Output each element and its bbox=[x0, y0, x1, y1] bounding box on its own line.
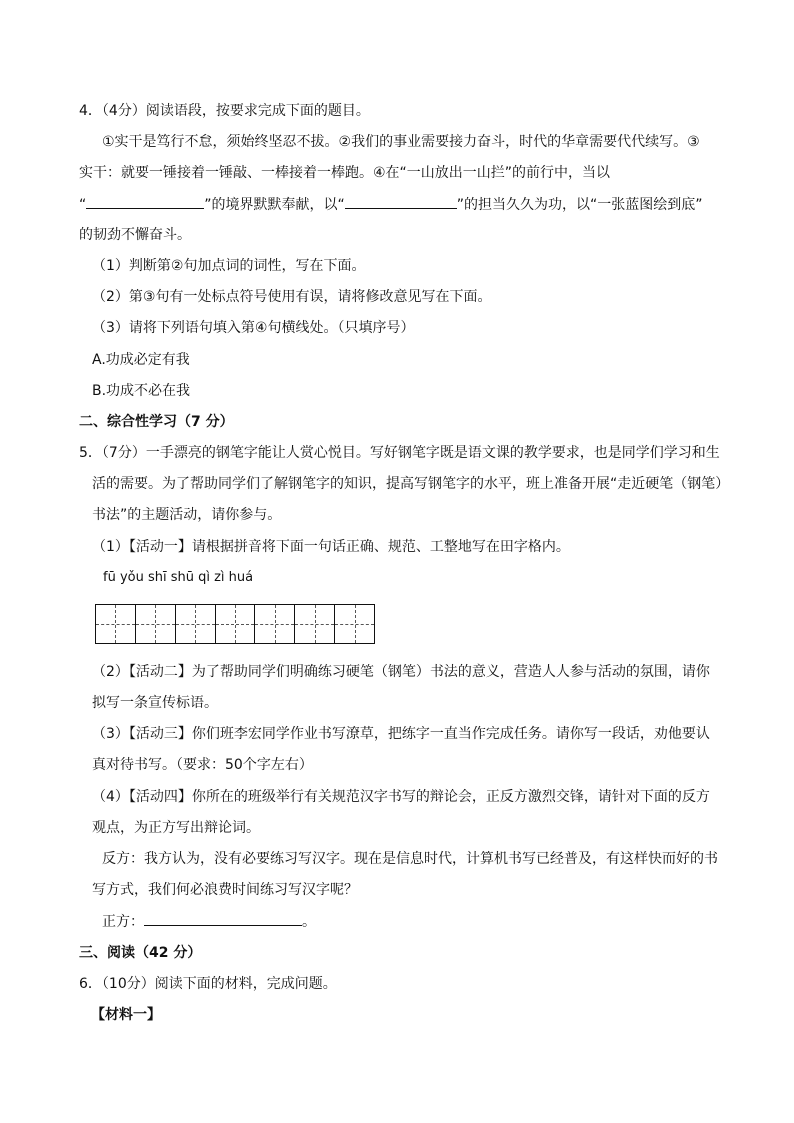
q5-sub3-line2: 真对待书写。（要求：50个字左右） bbox=[92, 757, 313, 773]
q4-para-line1: ①实干是笃行不怠，须始终坚忍不拔。②我们的事业需要接力奋斗，时代的华章需要代代续写。③ bbox=[102, 134, 700, 150]
grid-cell[interactable] bbox=[335, 605, 374, 643]
section-2-title: 二、综合性学习（7 分） bbox=[79, 414, 234, 430]
q4-sub1: （1）判断第②句加点词的词性，写在下面。 bbox=[92, 258, 366, 274]
q5-sub2-line2: 拟写一条宣传标语。 bbox=[92, 695, 218, 711]
grid-cell[interactable] bbox=[96, 605, 136, 643]
q5-pro-blank[interactable] bbox=[144, 911, 302, 926]
q5-pro-line bbox=[102, 911, 316, 932]
grid-cell[interactable] bbox=[295, 605, 335, 643]
q5-stem-line1: 5．（7分）一手漂亮的钢笔字能让人赏心悦目。写好钢笔字既是语文课的教学要求，也是同学们学习和生 bbox=[79, 445, 720, 461]
q5-pro-end: 。 bbox=[302, 914, 316, 930]
q5-stem-line2: 活的需要。为了帮助同学们了解钢笔字的知识，提高写钢笔字的水平，班上准备开展“走近硬笔（钢笔） bbox=[92, 476, 730, 492]
q4-blank-2[interactable] bbox=[345, 194, 457, 209]
q5-con-line1: 反方：我方认为，没有必要练习写汉字。现在是信息时代，计算机书写已经普及，有这样快而好的书 bbox=[102, 851, 718, 867]
q4-para-end: ”的担当久久为功，以“一张蓝图绘到底” bbox=[456, 197, 703, 213]
q5-sub2-line1: （2）【活动二】为了帮助同学们明确练习硬笔（钢笔）书法的意义，营造人人参与活动的氛围，请你 bbox=[92, 664, 710, 680]
q4-para-mid: ”的境界默默奉献，以“ bbox=[204, 197, 345, 213]
grid-cell[interactable] bbox=[216, 605, 256, 643]
q4-para-line4: 的韧劲不懈奋斗。 bbox=[79, 227, 191, 243]
q4-option-b: B.功成不必在我 bbox=[92, 383, 191, 399]
q4-sub2: （2）第③句有一处标点符号使用有误，请将修改意见写在下面。 bbox=[92, 289, 492, 305]
q5-sub4-line1: （4）【活动四】你所在的班级举行有关规范汉字书写的辩论会，正反方激烈交锋，请针对下面的反方 bbox=[92, 789, 710, 805]
q5-sub4-line2: 观点，为正方写出辩论词。 bbox=[92, 820, 260, 836]
q5-pro-label: 正方： bbox=[102, 914, 144, 930]
tianzige-grid[interactable] bbox=[95, 604, 375, 644]
q4-para-line2: 实干：就要一锤接着一锤敲、一棒接着一棒跑。④在“一山放出一山拦”的前行中，当以 bbox=[79, 165, 611, 181]
q4-sub3: （3）请将下列语句填入第④句横线处。（只填序号） bbox=[92, 320, 415, 336]
q5-pinyin: fū yǒu shī shū qì zì huá bbox=[103, 570, 254, 585]
grid-cell[interactable] bbox=[136, 605, 176, 643]
q4-stem: 4．（4分）阅读语段，按要求完成下面的题目。 bbox=[79, 103, 370, 119]
q4-blank-1[interactable] bbox=[86, 194, 204, 209]
q4-option-a: A.功成必定有我 bbox=[92, 352, 190, 368]
q4-para-line3 bbox=[79, 194, 703, 215]
q6-material-1-heading: 【材料一】 bbox=[91, 1007, 161, 1023]
q6-stem: 6．（10分）阅读下面的材料，完成问题。 bbox=[79, 976, 337, 992]
q5-sub1: （1）【活动一】请根据拼音将下面一句话正确、规范、工整地写在田字格内。 bbox=[92, 539, 570, 555]
q5-con-line2: 写方式，我们何必浪费时间练习写汉字呢？ bbox=[92, 882, 358, 898]
grid-cell[interactable] bbox=[255, 605, 295, 643]
grid-cell[interactable] bbox=[176, 605, 216, 643]
q5-stem-line3: 书法”的主题活动，请你参与。 bbox=[92, 507, 282, 523]
section-3-title: 三、阅读（42 分） bbox=[79, 945, 202, 961]
q4-quote-open: “ bbox=[79, 197, 87, 213]
q5-sub3-line1: （3）【活动三】你们班李宏同学作业书写潦草，把练字一直当作完成任务。请你写一段话，劝他要认 bbox=[92, 726, 710, 742]
